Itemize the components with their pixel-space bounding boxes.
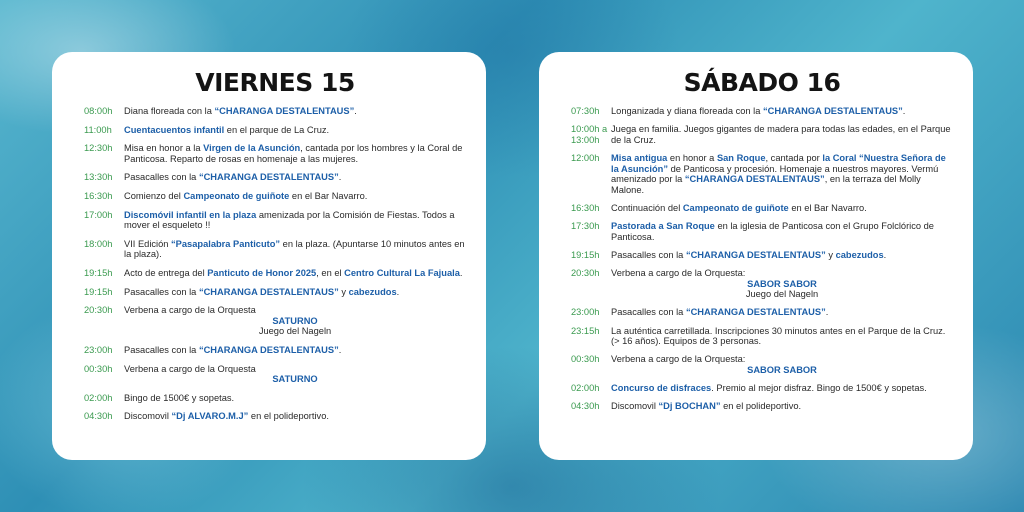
schedule-item	[571, 203, 953, 214]
schedule-item	[571, 250, 953, 261]
friday-schedule	[84, 106, 466, 430]
friday-title: VIERNES 15	[195, 68, 355, 97]
event-text: Comienzo del Campeonato de guiñote en el Bar Navarro.	[124, 190, 368, 201]
orchestra-name: SATURNO	[272, 374, 318, 385]
event-time: 00:30h	[84, 363, 113, 374]
event-time: 13:30h	[84, 172, 113, 183]
event-text: Misa antigua en honor a San Roque, cantada por la Coral “Nuestra Señora de la Asunción” de Panticosa y procesión. Homenaje a nuestros mayores. Vermú amenizado por la “CHARANGA DESTALENTAUS”, en la terraza del Molly Malone.	[611, 152, 946, 195]
event-time: 02:00h	[571, 383, 600, 394]
event-text: Acto de entrega del Panticuto de Honor 2025, en el Centro Cultural La Fajuala.	[124, 267, 463, 278]
event-text: Pastorada a San Roque en la iglesia de Panticosa con el Grupo Folclórico de Panticosa.	[611, 221, 934, 242]
schedule-item	[84, 239, 466, 260]
schedule-item	[571, 401, 953, 412]
event-time: 04:30h	[571, 401, 600, 412]
event-text: Discomovil “Dj ALVARO.M.J” en el polideportivo.	[124, 411, 329, 422]
event-text: Misa en honor a la Virgen de la Asunción, cantada por los hombres y la Coral de Panticosa. Reparto de rosas en homenaje a las mujeres.	[124, 143, 463, 164]
event-time: 19:15h	[84, 286, 113, 297]
event-text: Diana floreada con la “CHARANGA DESTALENTAUS”.	[124, 106, 357, 116]
schedule-item	[84, 287, 466, 298]
event-time: 16:30h	[84, 190, 113, 201]
orchestra-name: SABOR SABOR	[747, 278, 817, 289]
schedule-item	[571, 307, 953, 318]
orchestra-name: SATURNO	[272, 315, 318, 326]
event-time: 07:30h	[571, 106, 600, 116]
event-time: 00:30h	[571, 354, 600, 365]
schedule-item	[84, 364, 466, 385]
schedule-item	[571, 268, 953, 300]
event-text: Longanizada y diana floreada con la “CHARANGA DESTALENTAUS”.	[611, 106, 906, 116]
event-text: Verbena a cargo de la Orquesta: SABOR SABOR Juego del Nageln	[611, 268, 953, 300]
friday-card	[52, 52, 486, 460]
event-text: Verbena a cargo de la Orquesta SATURNO Juego del Nageln	[124, 305, 466, 337]
schedule-item	[571, 383, 953, 394]
event-text: Pasacalles con la “CHARANGA DESTALENTAUS”.	[124, 172, 342, 183]
event-text: Discomóvil infantil en la plaza amenizada por la Comisión de Fiestas. Todos a mover el esqueleto !!	[124, 209, 455, 231]
event-time: 17:00h	[84, 209, 113, 220]
schedule-item	[84, 191, 466, 202]
event-time: 23:00h	[84, 344, 113, 355]
event-time: 12:30h	[84, 143, 113, 154]
schedule-item	[84, 411, 466, 422]
event-time: 11:00h	[84, 124, 112, 135]
saturday-schedule	[571, 106, 953, 420]
event-time: 18:00h	[84, 238, 113, 249]
schedule-item	[84, 210, 466, 231]
event-time: 20:30h	[571, 268, 600, 279]
schedule-item	[571, 153, 953, 195]
event-text: Pasacalles con la “CHARANGA DESTALENTAUS” y cabezudos.	[124, 286, 400, 297]
schedule-item	[84, 268, 466, 279]
orchestra-name: SABOR SABOR	[747, 365, 817, 376]
event-time: 19:15h	[571, 249, 600, 260]
event-text: VII Edición “Pasapalabra Panticuto” en la plaza. (Apuntarse 10 minutos antes en la plaza).	[124, 238, 465, 260]
event-text: La auténtica carretillada. Inscripciones 30 minutos antes en el Parque de la Cruz. (> 16 años). Equipos de 3 personas.	[611, 325, 946, 347]
event-text: Pasacalles con la “CHARANGA DESTALENTAUS” y cabezudos.	[611, 249, 887, 260]
schedule-item	[84, 143, 466, 164]
schedule-item	[84, 125, 466, 136]
event-text: Cuentacuentos infantil en el parque de La Cruz.	[124, 124, 330, 135]
schedule-item	[571, 326, 953, 347]
event-time: 20:30h	[84, 305, 113, 316]
event-time: 19:15h	[84, 267, 113, 278]
event-text: Pasacalles con la “CHARANGA DESTALENTAUS”.	[124, 344, 342, 355]
event-text: Juega en familia. Juegos gigantes de madera para todas las edades, en el Parque de la Cruz.	[611, 124, 951, 145]
schedule-item	[84, 393, 466, 404]
event-time: 10:00h a 13:00h	[571, 124, 608, 145]
event-time: 23:00h	[571, 307, 600, 318]
event-time: 02:00h	[84, 392, 113, 403]
event-text: Concurso de disfraces. Premio al mejor disfraz. Bingo de 1500€ y sopetas.	[611, 383, 927, 394]
event-time: 17:30h	[571, 221, 600, 232]
event-text: Verbena a cargo de la Orquesta: SABOR SABOR	[611, 354, 953, 375]
schedule-item	[571, 106, 953, 117]
schedule-item	[571, 124, 953, 145]
event-time: 16:30h	[571, 202, 600, 213]
event-text: Verbena a cargo de la Orquesta SATURNO	[124, 364, 466, 385]
saturday-title: SÁBADO 16	[683, 68, 841, 97]
event-time: 12:00h	[571, 152, 600, 163]
saturday-card	[539, 52, 973, 460]
schedule-item	[571, 221, 953, 242]
schedule-item	[84, 106, 466, 117]
event-text: Discomovil “Dj BOCHAN” en el polideportivo.	[611, 401, 802, 412]
schedule-item	[84, 172, 466, 183]
schedule-item	[84, 345, 466, 356]
event-time: 23:15h	[571, 325, 600, 336]
event-text: Pasacalles con la “CHARANGA DESTALENTAUS”.	[611, 307, 829, 318]
event-time: 08:00h	[84, 106, 113, 116]
schedule-item	[571, 354, 953, 375]
event-text: Continuación del Campeonato de guiñote en el Bar Navarro.	[611, 202, 867, 213]
event-time: 04:30h	[84, 411, 113, 422]
schedule-item	[84, 305, 466, 337]
event-text: Bingo de 1500€ y sopetas.	[124, 392, 235, 403]
